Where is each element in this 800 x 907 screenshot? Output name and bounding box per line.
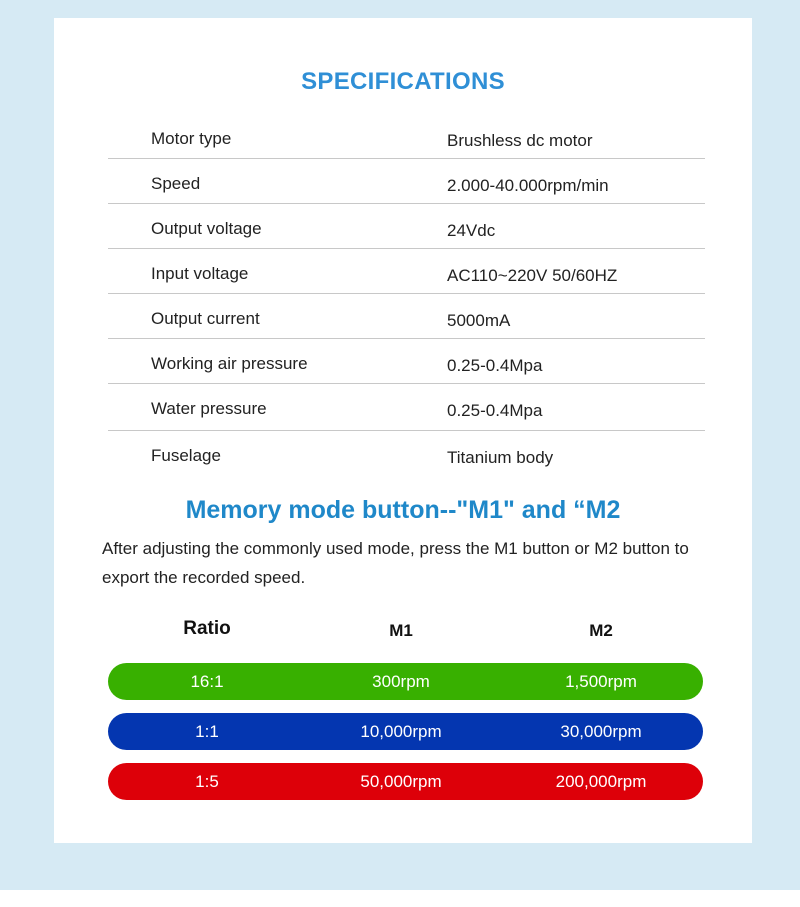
m2-cell: 200,000rpm — [555, 772, 647, 791]
memory-mode-title: Memory mode button--"M1" and “M2 — [185, 496, 621, 524]
spec-label: Working air pressure — [151, 354, 308, 373]
spec-row-fuselage — [108, 431, 705, 479]
spec-label: Water pressure — [151, 399, 267, 418]
spec-value: 2.000-40.000rpm/min — [447, 176, 609, 195]
header-m2: M2 — [589, 621, 613, 640]
header-ratio: Ratio — [183, 618, 231, 639]
content-card — [54, 18, 752, 843]
ratio-row-1-5 — [108, 763, 703, 800]
ratio-table-header — [108, 618, 703, 648]
m1-cell: 50,000rpm — [360, 772, 442, 791]
m1-cell: 10,000rpm — [360, 722, 442, 741]
spec-row-water-pressure — [108, 384, 705, 431]
spec-value: Titanium body — [447, 448, 554, 467]
spec-label: Fuselage — [151, 446, 221, 465]
spec-value: AC110~220V 50/60HZ — [447, 266, 618, 285]
spec-row-output-voltage — [108, 204, 705, 249]
spec-row-motor-type — [108, 114, 705, 159]
spec-value: 0.25-0.4Mpa — [447, 356, 543, 375]
ratio-cell: 16:1 — [190, 672, 224, 691]
spec-row-input-voltage — [108, 249, 705, 294]
ratio-row-16-1 — [108, 663, 703, 700]
spec-row-speed — [108, 159, 705, 204]
spec-label: Speed — [151, 174, 201, 193]
ratio-cell: 1:5 — [195, 772, 219, 791]
spec-label: Output current — [151, 309, 260, 328]
spec-value: Brushless dc motor — [447, 131, 593, 150]
memory-mode-description: After adjusting the commonly used mode, press the M1 button or M2 button to export the recorded speed. — [102, 539, 689, 587]
spec-value: 24Vdc — [447, 221, 496, 240]
specifications-title: SPECIFICATIONS — [301, 68, 505, 95]
m2-cell: 30,000rpm — [560, 722, 642, 741]
spec-row-working-air-pressure — [108, 339, 705, 384]
spec-value: 0.25-0.4Mpa — [447, 401, 543, 420]
spec-value: 5000mA — [447, 311, 511, 330]
m1-cell: 300rpm — [372, 672, 430, 691]
spec-label: Input voltage — [151, 264, 249, 283]
ratio-cell: 1:1 — [195, 722, 219, 741]
spec-row-output-current — [108, 294, 705, 339]
spec-label: Motor type — [151, 129, 232, 148]
spec-label: Output voltage — [151, 219, 262, 238]
specifications-table — [108, 114, 705, 479]
m2-cell: 1,500rpm — [565, 672, 637, 691]
ratio-row-1-1 — [108, 713, 703, 750]
header-m1: M1 — [389, 621, 413, 640]
